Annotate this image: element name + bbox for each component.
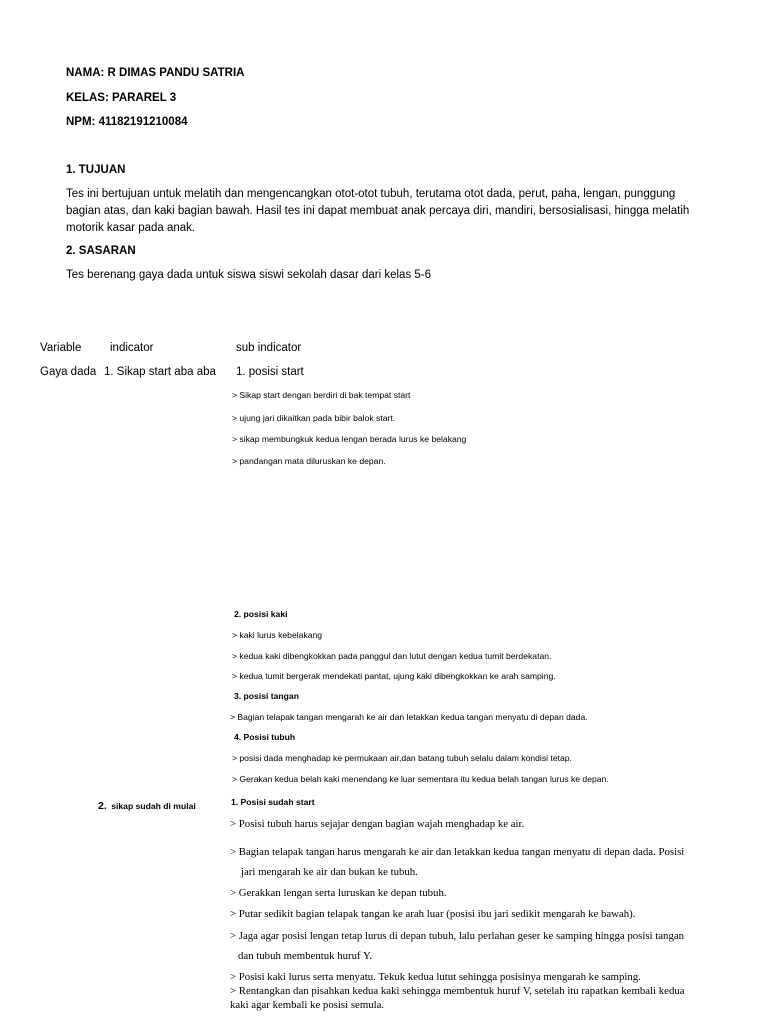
sub-indicator-1-item: > sikap membungkuk kedua lengan berada lurus ke belakang: [232, 434, 467, 444]
sub-indicator-5-line: jari mengarah ke air dan bukan ke tubuh.: [241, 866, 418, 878]
sub-indicator-1-item: > Sikap start dengan berdiri di bak tempat start: [232, 390, 411, 400]
student-name: NAMA: R DIMAS PANDU SATRIA: [66, 67, 245, 79]
tujuan-line-3: motorik kasar pada anak.: [66, 222, 196, 234]
tujuan-line-1: Tes ini bertujuan untuk melatih dan mengencangkan otot-otot tubuh, terutama otot dada, perut, paha, lengan, punggung: [66, 188, 676, 200]
sub-indicator-5-line: > Putar sedikit bagian telapak tangan ke arah luar (posisi ibu jari sedikit mengarah ke bawah).: [230, 908, 636, 920]
sub-indicator-5-line: dan tubuh membentuk huruf Y.: [238, 950, 373, 962]
sub-indicator-4-item: > Gerakan kedua belah kaki menendang ke luar sementara itu kedua belah tangan lurus ke depan.: [232, 774, 609, 784]
sasaran-text: Tes berenang gaya dada untuk siswa siswi sekolah dasar dari kelas 5-6: [66, 269, 432, 281]
tujuan-paragraph: [66, 186, 706, 237]
sub-indicator-1-item: > ujung jari dikaitkan pada bibir balok start.: [232, 413, 396, 423]
sub-indicator-5-line: > Posisi kaki lurus serta menyatu. Tekuk kedua lutut sehingga posisinya mengarah ke samping.: [230, 971, 641, 983]
sub-indicator-5-heading: 1. Posisi sudah start: [231, 797, 315, 807]
student-class: KELAS: PARAREL 3: [66, 92, 177, 104]
sub-indicator-5-line: > Rentangkan dan pisahkan kedua kaki sehingga membentuk huruf V, setelah itu rapatkan kembali kedua: [230, 985, 685, 997]
column-sub-indicator: sub indicator: [236, 342, 302, 354]
sub-indicator-2-item: > kedua kaki dibengkokkan pada panggul dan lutut dengan kedua tumit berdekatan.: [232, 651, 552, 661]
variable-value: Gaya dada: [40, 366, 97, 378]
sub-indicator-5-line: > Gerakkan lengan serta luruskan ke depan tubuh.: [230, 887, 447, 899]
indicator-2-number: 2.: [98, 800, 107, 812]
sub-indicator-5-line: > Bagian telapak tangan harus mengarah ke air dan letakkan kedua tangan menyatu di depan dada. Posisi: [230, 846, 685, 858]
sub-indicator-3-heading: 3. posisi tangan: [234, 691, 299, 701]
sub-indicator-2-item: > kaki lurus kebelakang: [232, 630, 323, 640]
indicator-2-text: sikap sudah di mulai: [111, 801, 196, 811]
column-indicator: indicator: [110, 342, 154, 354]
sub-indicator-4-item: > posisi dada menghadap ke permukaan air,dan batang tubuh selalu dalam kondisi tetap.: [232, 753, 572, 763]
tujuan-heading: 1. TUJUAN: [66, 164, 126, 176]
student-npm: NPM: 41182191210084: [66, 116, 188, 128]
sub-indicator-5-line: > Jaga agar posisi lengan tetap lurus di depan tubuh, lalu perlahan geser ke samping hingga posisi tangan: [230, 930, 685, 942]
indicator-1: 1. Sikap start aba aba: [104, 366, 216, 378]
sasaran-heading: 2. SASARAN: [66, 245, 136, 257]
sub-indicator-2-item: > kedua tumit bergerak mendekati pantat, ujung kaki dibengkokkan ke arah samping.: [232, 671, 556, 681]
column-variable: Variable: [40, 342, 82, 354]
tujuan-line-2: bagian atas, dan kaki bagian bawah. Hasil tes ini dapat membuat anak percaya diri, mandiri, bersosialisasi, hingga melatih: [66, 205, 690, 217]
sub-indicator-5-line: kaki agar kembali ke posisi semula.: [230, 999, 385, 1011]
sub-indicator-1-item: > pandangan mata diluruskan ke depan.: [232, 456, 386, 466]
sub-indicator-4-heading: 4. Posisi tubuh: [234, 732, 296, 742]
sub-indicator-3-item: > Bagian telapak tangan mengarah ke air dan letakkan kedua tangan menyatu di depan dada.: [230, 712, 588, 722]
sub-indicator-2-heading: 2. posisi kaki: [234, 609, 288, 619]
sub-indicator-5-line: > Posisi tubuh harus sejajar dengan bagian wajah menghadap ke air.: [230, 818, 525, 830]
indicator-2: [98, 796, 196, 814]
sub-indicator-1-heading: 1. posisi start: [236, 366, 304, 378]
